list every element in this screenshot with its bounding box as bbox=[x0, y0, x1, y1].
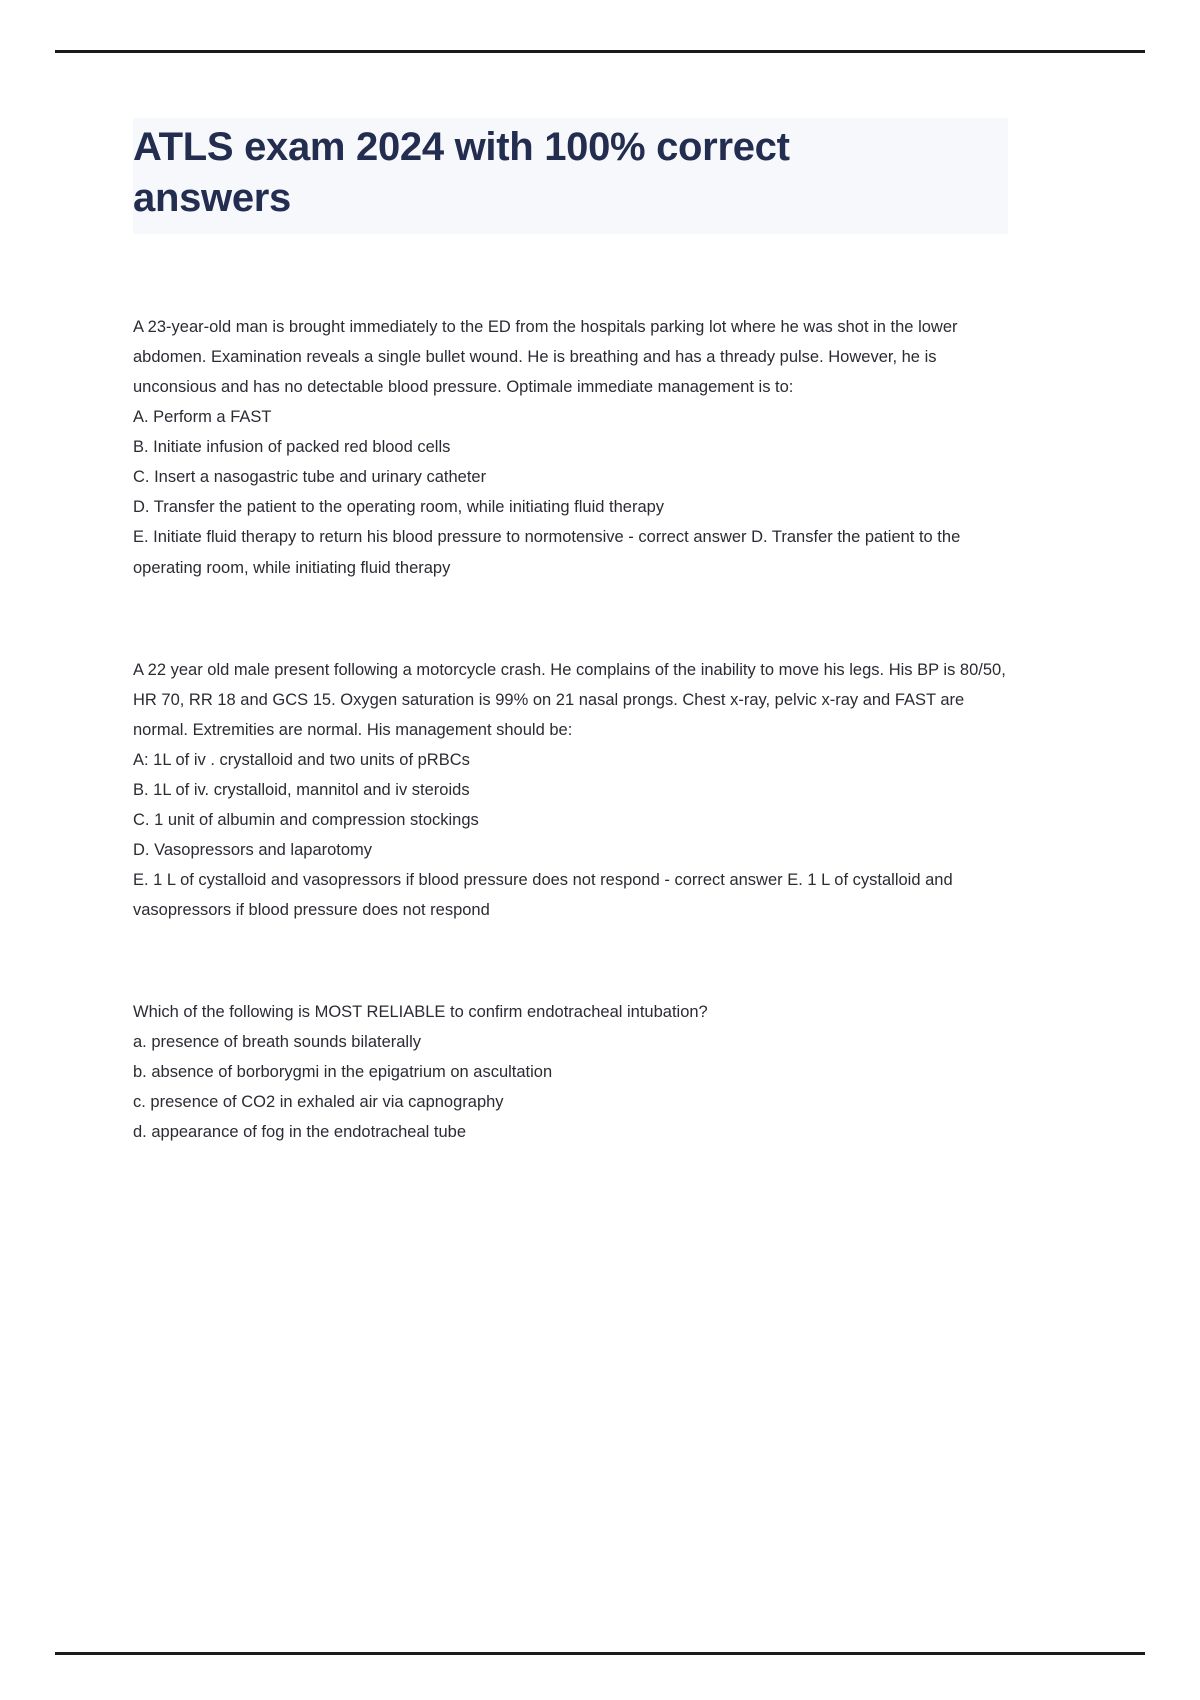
question-stem: A 23-year-old man is brought immediately to the ED from the hospitals parking lot where he was shot in the lower abdomen. Examination reveals a single bullet wound. He is breathing and has a thready pulse. However, he is unconsious and has no detectable blood pressure. Optimale immediate management is to: bbox=[133, 318, 958, 397]
question-option-with-answer: E. Initiate fluid therapy to return his blood pressure to normotensive - correct answer D. Transfer the patient to the operating room, while initiating fluid therapy bbox=[133, 528, 961, 577]
question-option: b. absence of borborygmi in the epigatrium on ascultation bbox=[133, 1062, 553, 1081]
question-stem: Which of the following is MOST RELIABLE to confirm endotracheal intubation? bbox=[133, 1002, 708, 1021]
question-option: A: 1L of iv . crystalloid and two units of pRBCs bbox=[133, 750, 470, 769]
question-stem: A 22 year old male present following a motorcycle crash. He complains of the inability to move his legs. His BP is 80/50, HR 70, RR 18 and GCS 15. Oxygen saturation is 99% on 21 nasal prongs. Chest x-ray, pelvic x-ray and FAST are normal. Extremities are normal. His management should be: bbox=[133, 660, 1006, 739]
question-option-with-answer: E. 1 L of cystalloid and vasopressors if blood pressure does not respond - correct answer E. 1 L of cystalloid and vasopressors if blood pressure does not respond bbox=[133, 870, 953, 919]
question-option: B. Initiate infusion of packed red blood cells bbox=[133, 438, 451, 457]
question-block-1 bbox=[133, 312, 1008, 582]
title-band bbox=[133, 118, 1008, 234]
question-block-2 bbox=[133, 655, 1008, 925]
question-option: C. Insert a nasogastric tube and urinary catheter bbox=[133, 468, 487, 487]
question-option: B. 1L of iv. crystalloid, mannitol and iv steroids bbox=[133, 780, 470, 799]
question-option: a. presence of breath sounds bilaterally bbox=[133, 1032, 422, 1051]
question-option: c. presence of CO2 in exhaled air via capnography bbox=[133, 1092, 504, 1111]
page-top-rule bbox=[55, 50, 1145, 53]
question-option: D. Vasopressors and laparotomy bbox=[133, 840, 373, 859]
question-option: D. Transfer the patient to the operating room, while initiating fluid therapy bbox=[133, 498, 665, 517]
page-bottom-rule bbox=[55, 1652, 1145, 1655]
questions-container bbox=[133, 312, 1008, 1146]
question-option: d. appearance of fog in the endotracheal tube bbox=[133, 1122, 467, 1141]
document-content bbox=[133, 118, 1008, 1147]
question-option: A. Perform a FAST bbox=[133, 408, 272, 427]
page-title: ATLS exam 2024 with 100% correct answers bbox=[133, 125, 790, 221]
question-option: C. 1 unit of albumin and compression stockings bbox=[133, 810, 479, 829]
question-block-3 bbox=[133, 997, 1008, 1147]
